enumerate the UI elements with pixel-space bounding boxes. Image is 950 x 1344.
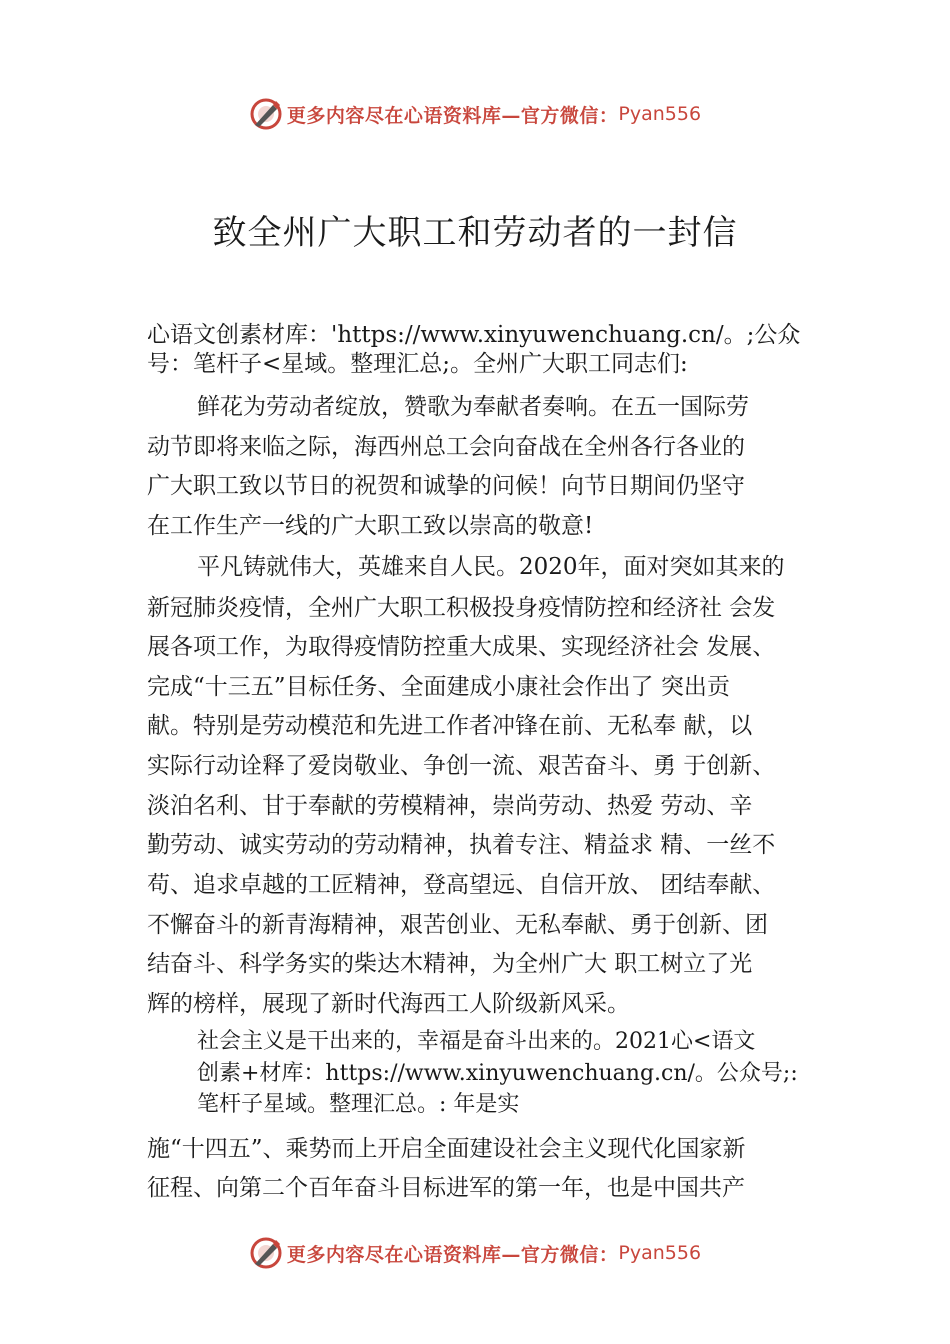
text-line: 勤劳动、诚实劳动的劳动精神，执着专注、精益求 精、一丝不 [147, 832, 776, 858]
header-watermark [0, 94, 950, 134]
text-line: 实际行动诠释了爱岗敬业、争创一流、艰苦奋斗、勇 于创新、 [147, 753, 776, 779]
text-line: 号：笔杆子<星域。整理汇总;。全州广大职工同志们: [147, 351, 688, 377]
text-line: 心语文创素材库：'https://www.xinyuwenchuang.cn/。;公众 [147, 322, 801, 348]
text-line: 平凡铸就伟大，英雄来自人民。2020年，面对突如其来的 [197, 554, 785, 580]
text-line: 完成“十三五”目标任务、全面建成小康社会作出了 突出贡 [147, 674, 730, 700]
text-line: 社会主义是干出来的，幸福是奋斗出来的。2021心<语文 [197, 1029, 756, 1054]
document-title: 致全州广大职工和劳动者的一封信 [212, 213, 738, 253]
text-line: 展各项工作，为取得疫情防控重大成果、实现经济社会 发展、 [147, 634, 776, 660]
text-line: 不懈奋斗的新青海精神，艰苦创业、无私奉献、勇于创新、团 [147, 912, 768, 938]
text-line: 献。特别是劳动模范和先进工作者冲锋在前、无私奉 献，以 [147, 713, 753, 739]
text-line: 施“十四五”、乘势而上开启全面建设社会主义现代化国家新 [147, 1136, 746, 1162]
footer-watermark [0, 1233, 950, 1273]
pen-logo-icon [249, 97, 283, 131]
text-line: 新冠肺炎疫情，全州广大职工积极投身疫情防控和经济社 会发 [147, 595, 776, 621]
watermark-text: 更多内容尽在心语资料库—官方微信： [286, 104, 619, 127]
text-line: 动节即将来临之际，海西州总工会向奋战在全州各行各业的 [147, 434, 745, 460]
text-line: 淡泊名利、甘于奉献的劳模精神，崇尚劳动、热爱 劳动、辛 [147, 793, 753, 819]
text-line: 结奋斗、科学务实的柴达木精神，为全州广大 职工树立了光 [147, 951, 753, 977]
text-line: 在工作生产一线的广大职工致以崇高的敬意! [147, 513, 594, 539]
text-line: 辉的榜样，展现了新时代海西工人阶级新风采。 [147, 991, 630, 1017]
text-line: 苟、追求卓越的工匠精神，登高望远、自信开放、 团结奉献、 [147, 872, 776, 898]
text-line: 征程、向第二个百年奋斗目标进军的第一年，也是中国共产 [147, 1175, 745, 1201]
pen-logo-icon [249, 1236, 283, 1270]
text-line: 鲜花为劳动者绽放，赞歌为奉献者奏响。在五一国际劳 [197, 394, 749, 420]
watermark-wechat-id: Pyan556 [618, 1242, 702, 1264]
watermark-wechat-id: Pyan556 [618, 103, 702, 125]
text-line: 创素+材库：https://www.xinyuwenchuang.cn/。公众号;: [197, 1061, 798, 1086]
watermark-text: 更多内容尽在心语资料库—官方微信： [286, 1243, 619, 1266]
text-line: 广大职工致以节日的祝贺和诚挚的问候！向节日期间仍坚守 [147, 473, 745, 499]
text-line: 笔杆子星域。整理汇总。: 年是实 [197, 1092, 520, 1117]
